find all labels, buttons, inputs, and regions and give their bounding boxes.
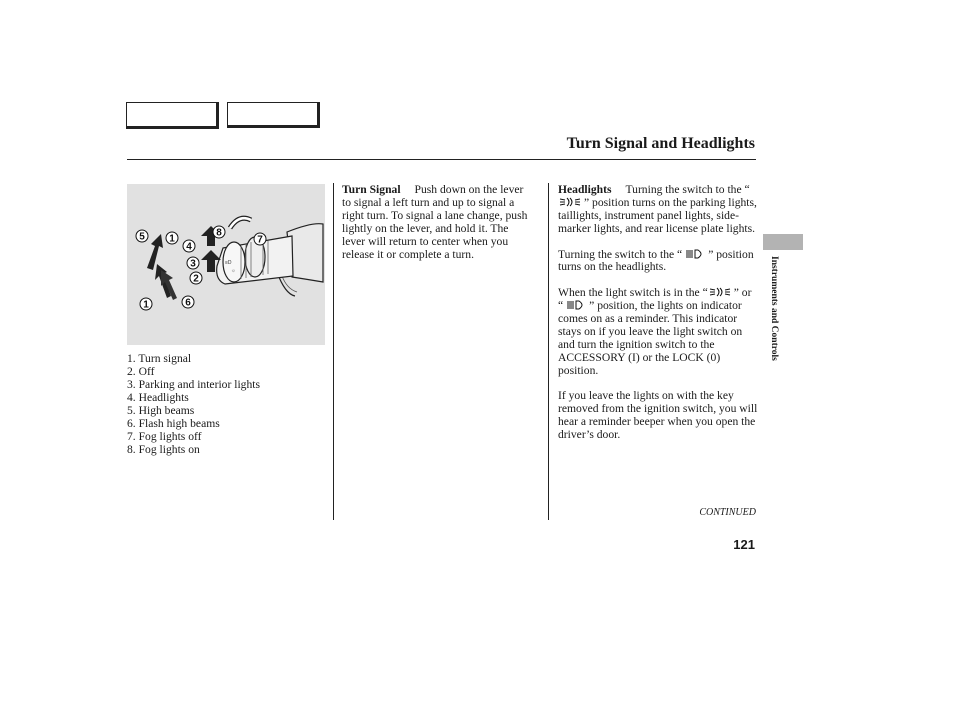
figure-legend — [127, 352, 260, 456]
legend-item: 4. Headlights — [127, 391, 189, 404]
column-divider-2 — [548, 183, 549, 520]
legend-item: 3. Parking and interior lights — [127, 378, 260, 391]
side-tab-marker — [763, 234, 803, 250]
svg-text:☼: ☼ — [231, 268, 236, 274]
nav-box-2[interactable] — [227, 102, 320, 128]
turn-signal-text: Push down on the lever to signal a left turn and up to signal a right turn. To signal a lane change, push lightly on the lever, and hold it. The lever will return to center when you release it or complete a turn. — [342, 183, 528, 261]
callout-7: 7 — [257, 234, 263, 246]
callout-4: 4 — [186, 241, 192, 253]
legend-item: 2. Off — [127, 365, 155, 378]
legend-item: 1. Turn signal — [127, 352, 192, 365]
headlights-p3-end: ” position, the lights on indicator comes on as a reminder. This indicator stays on if you leave the light switch on and turn the ignition switch to the ACCESSORY (I) or the LOCK (0) position. — [558, 299, 743, 377]
headlights-p4: If you leave the lights on with the key removed from the ignition switch, you will hear a reminder beeper when you open the driver’s door. — [558, 389, 758, 442]
headlights-p3-mid: ” or “ — [558, 286, 752, 313]
parking-lights-icon — [558, 197, 584, 207]
headlights-heading: Headlights — [558, 183, 612, 196]
legend-item: 6. Flash high beams — [127, 417, 220, 430]
page-title: Turn Signal and Headlights — [566, 135, 755, 152]
headlights-section — [558, 184, 758, 455]
title-rule — [127, 159, 756, 160]
callout-8: 8 — [216, 227, 222, 239]
callout-1-upper: 1 — [169, 233, 175, 245]
legend-item: 7. Fog lights off — [127, 430, 202, 443]
nav-box-1[interactable] — [126, 102, 219, 129]
headlight-icon — [682, 249, 708, 259]
svg-text:≡D: ≡D — [225, 260, 232, 266]
callout-2: 2 — [193, 273, 199, 285]
callout-5: 5 — [139, 231, 145, 243]
callout-1-lower: 1 — [143, 299, 149, 311]
headlight-icon — [563, 300, 589, 310]
callout-6: 6 — [185, 297, 191, 309]
callout-3: 3 — [190, 258, 196, 270]
continued-label: CONTINUED — [699, 507, 756, 518]
side-tab-label: Instruments and Controls — [769, 256, 779, 361]
headlights-p3-start: When the light switch is in the “ — [558, 286, 708, 300]
column-divider-1 — [333, 183, 334, 520]
headlights-p2-end: ” position turns on the headlights. — [558, 247, 754, 274]
turn-signal-heading: Turn Signal — [342, 183, 401, 196]
legend-item: 8. Fog lights on — [127, 443, 200, 456]
headlights-p1-start: Turning the switch to the “ — [625, 183, 750, 196]
lever-illustration — [127, 184, 325, 345]
headlights-p1-end: ” position turns on the parking lights, taillights, instrument panel lights, side-marker lights, and rear license plate lights. — [558, 195, 757, 235]
lever-diagram — [127, 184, 325, 345]
turn-signal-section — [342, 184, 532, 274]
legend-item: 5. High beams — [127, 404, 195, 417]
parking-lights-icon — [708, 287, 734, 297]
headlights-p2-start: Turning the switch to the “ — [558, 247, 683, 261]
page-number: 121 — [733, 537, 755, 552]
